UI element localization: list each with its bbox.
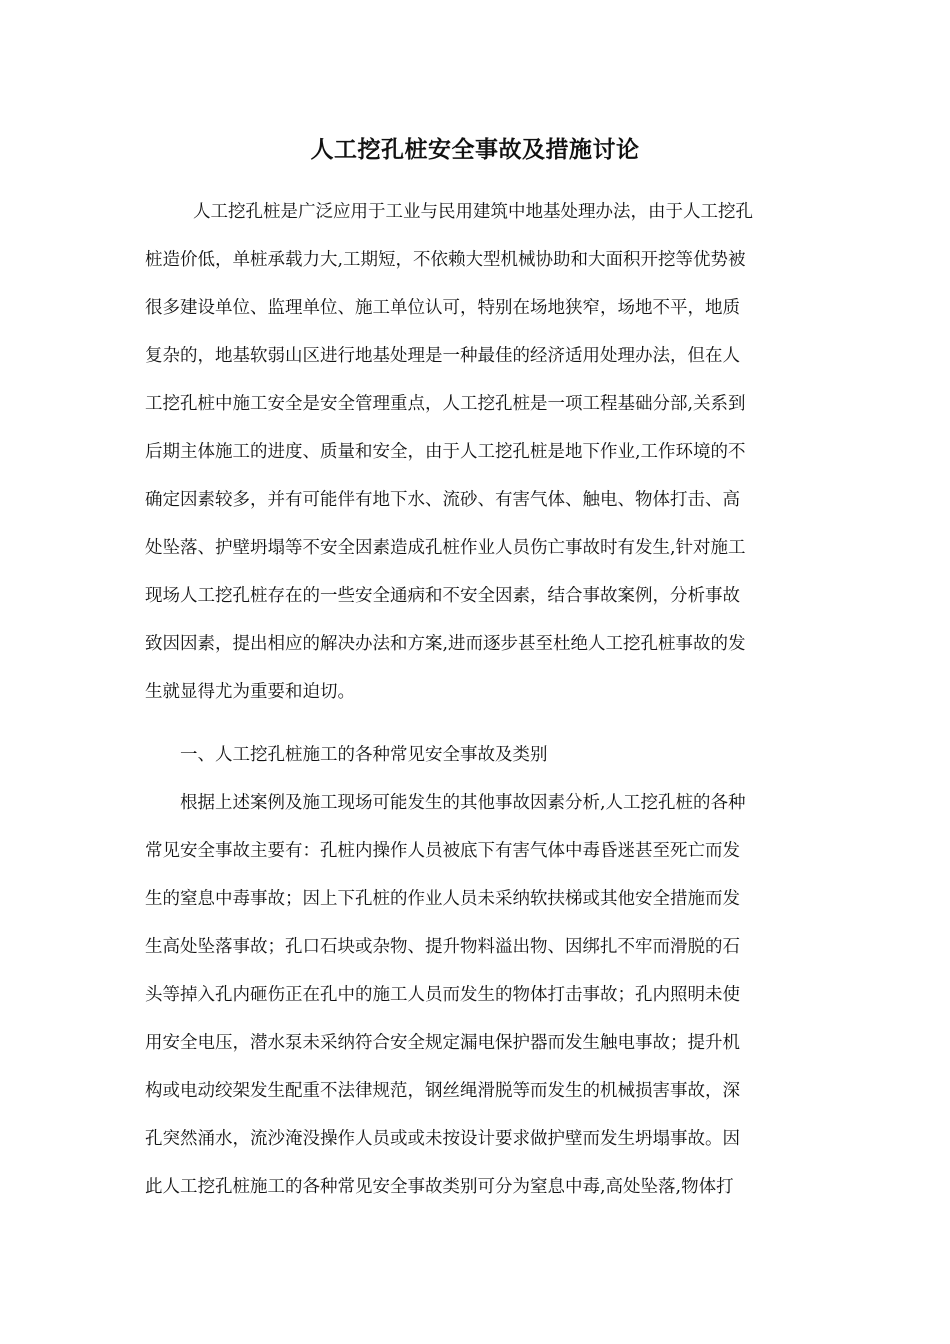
paragraph-accident-types	[145, 779, 809, 1211]
text-line: 常见安全事故主要有：孔桩内操作人员被底下有害气体中毒昏迷甚至死亡而发	[145, 841, 740, 861]
text-line: 后期主体施工的进度、质量和安全，由于人工挖孔桩是地下作业,工作环境的不	[145, 442, 746, 462]
text-line: 桩造价低，单桩承载力大,工期短，不依赖大型机械协助和大面积开挖等优势被	[145, 250, 746, 270]
text-line: 头等掉入孔内砸伤正在孔中的施工人员而发生的物体打击事故；孔内照明未使	[145, 985, 740, 1005]
text-line: 用安全电压，潜水泵未采纳符合安全规定漏电保护器而发生触电事故；提升机	[145, 1033, 740, 1053]
text-line: 构或电动绞架发生配重不法律规范，钢丝绳滑脱等而发生的机械损害事故，深	[145, 1081, 740, 1101]
text-line: 生高处坠落事故；孔口石块或杂物、提升物料溢出物、因绑扎不牢而滑脱的石	[145, 937, 740, 957]
text-line: 生就显得尤为重要和迫切。	[145, 682, 355, 702]
text-line: 人工挖孔桩是广泛应用于工业与民用建筑中地基处理办法，由于人工挖孔	[193, 202, 753, 222]
text-line: 根据上述案例及施工现场可能发生的其他事故因素分析,人工挖孔桩的各种	[180, 793, 746, 813]
section-heading	[145, 737, 809, 773]
text-line: 复杂的，地基软弱山区进行地基处理是一种最佳的经济适用处理办法，但在人	[145, 346, 740, 366]
text-line: 孔突然涌水，流沙淹没操作人员或或未按设计要求做护壁而发生坍塌事故。因	[145, 1129, 740, 1149]
text-line: 工挖孔桩中施工安全是安全管理重点，人工挖孔桩是一项工程基础分部,关系到	[145, 394, 746, 414]
text-line: 处坠落、护壁坍塌等不安全因素造成孔桩作业人员伤亡事故时有发生,针对施工	[145, 538, 746, 558]
text-line: 生的窒息中毒事故；因上下孔桩的作业人员未采纳软扶梯或其他安全措施而发	[145, 889, 740, 909]
document-title: 人工挖孔桩安全事故及措施讨论	[310, 136, 640, 163]
text-line: 致因因素，提出相应的解决办法和方案,进而逐步甚至杜绝人工挖孔桩事故的发	[145, 634, 746, 654]
text-line: 现场人工挖孔桩存在的一些安全通病和不安全因素，结合事故案例，分析事故	[145, 586, 740, 606]
section-heading-text: 一、人工挖孔桩施工的各种常见安全事故及类别	[180, 745, 548, 765]
text-line: 确定因素较多，并有可能伴有地下水、流砂、有害气体、触电、物体打击、高	[145, 490, 740, 510]
text-line: 很多建设单位、监理单位、施工单位认可，特别在场地狭窄，场地不平，地质	[145, 298, 740, 318]
text-line: 此人工挖孔桩施工的各种常见安全事故类别可分为窒息中毒,高处坠落,物体打	[145, 1177, 734, 1197]
paragraph-intro	[145, 188, 809, 716]
